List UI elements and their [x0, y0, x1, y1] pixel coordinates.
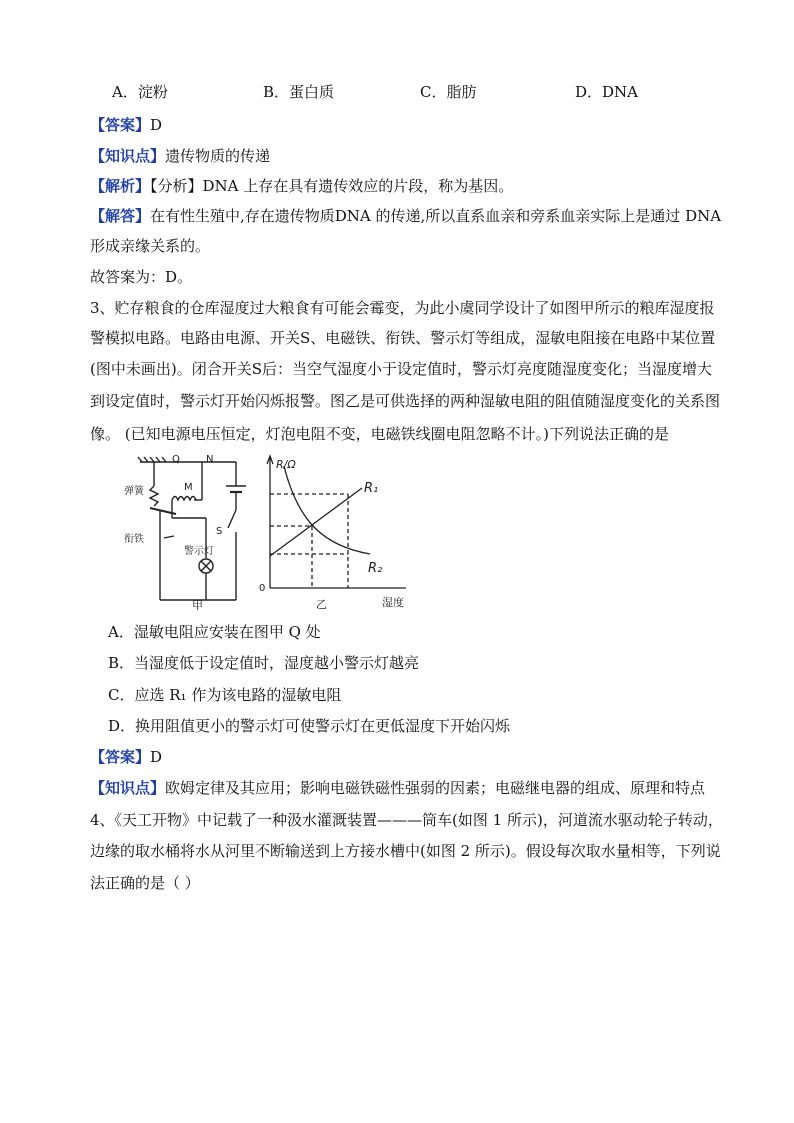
- q4-stem-line: 法正确的是（ ）: [90, 874, 200, 892]
- option-b: B．蛋白质: [263, 83, 335, 101]
- label-s: S: [216, 526, 223, 537]
- q2-analysis: [90, 176, 513, 196]
- q4-stem-line: 4、《天工开物》中记载了一种汲水灌溉装置———筒车(如图 1 所示)，河道流水驱动轮子转动，: [90, 811, 723, 829]
- r2-label: R₂: [368, 561, 383, 576]
- circuit-diagram: [120, 452, 250, 612]
- caption-b: 乙: [316, 598, 327, 611]
- knowledge-tag: 【知识点】: [90, 147, 166, 165]
- q3-option-a: A．湿敏电阻应安装在图甲 Q 处: [108, 623, 321, 641]
- x-axis-label: 湿度: [382, 596, 404, 609]
- label-m: M: [184, 482, 193, 493]
- option-c: C．脂肪: [420, 83, 477, 101]
- label-n: N: [206, 454, 214, 465]
- q3-stem-line: 3、贮存粮食的仓库湿度过大粮食有可能会霉变，为此小虞同学设计了如图甲所示的粮库湿度报: [90, 299, 715, 317]
- knowledge-text: 欧姆定律及其应用；影响电磁铁磁性强弱的因素；电磁继电器的组成、原理和特点: [165, 779, 706, 797]
- q3-stem-line: 到设定值时，警示灯开始闪烁报警。图乙是可供选择的两种湿敏电阻的阻值随湿度变化的关系图: [90, 392, 721, 410]
- option-a: A．淀粉: [112, 83, 168, 101]
- y-axis-label: R/Ω: [276, 458, 296, 471]
- label-q: Q: [172, 454, 180, 465]
- solution-text: 在有性生殖中,存在遗传物质DNA 的传递,所以直系血亲和旁系血亲实际上是通过 DNA: [150, 207, 722, 225]
- q3-option-d: D．换用阻值更小的警示灯可使警示灯在更低湿度下开始闪烁: [108, 717, 511, 735]
- r2-curve: [284, 466, 370, 554]
- q3-stem-line: 警模拟电路。电路由电源、开关S、电磁铁、衔铁、警示灯等组成，湿敏电阻接在电路中某位置: [90, 329, 716, 347]
- caption-a: 甲: [192, 599, 203, 612]
- resistance-humidity-graph: [258, 450, 418, 612]
- answer-value: D: [150, 748, 163, 766]
- q3-answer: [90, 747, 162, 767]
- option-d: D．DNA: [575, 83, 639, 101]
- switch-blade: [228, 510, 236, 528]
- q2-conclusion: 故答案为：D。: [90, 268, 193, 286]
- answer-value: D: [150, 116, 163, 134]
- knowledge-text: 遗传物质的传递: [165, 147, 271, 165]
- q2-knowledge: [90, 146, 270, 166]
- label-armature: 衔铁: [124, 534, 144, 545]
- coil: [172, 497, 196, 501]
- label-lamp: 警示灯: [184, 546, 214, 557]
- origin-label: 0: [259, 583, 266, 594]
- q3-stem-line: (图中未画出)。闭合开关S后：当空气湿度小于设定值时，警示灯亮度随湿度变化；当湿度增大: [90, 360, 712, 378]
- q3-option-c: C．应选 R₁ 作为该电路的湿敏电阻: [108, 686, 342, 704]
- q2-solution: [90, 206, 721, 226]
- q2-solution-cont: 形成亲缘关系的。: [90, 237, 211, 255]
- analysis-tag: 【解析】: [90, 177, 151, 195]
- r1-label: R₁: [364, 481, 379, 496]
- q3-stem-line: 像。 (已知电源电压恒定，灯泡电阻不变，电磁铁线圈电阻忽略不计。)下列说法正确的是: [90, 425, 669, 443]
- spring: [150, 486, 158, 506]
- knowledge-tag: 【知识点】: [90, 779, 166, 797]
- label-spring: 弹簧: [124, 486, 144, 497]
- q4-stem-line: 边缘的取水桶将水从河里不断输送到上方接水槽中(如图 2 所示)。假设每次取水量相等，下列说: [90, 842, 721, 860]
- q3-knowledge: [90, 778, 705, 798]
- q2-answer: [90, 115, 162, 135]
- solution-tag: 【解答】: [90, 207, 151, 225]
- answer-tag: 【答案】: [90, 748, 151, 766]
- analysis-text: 【分析】DNA 上存在具有遗传效应的片段，称为基因。: [150, 177, 514, 195]
- q3-option-b: B．当湿度低于设定值时，湿度越小警示灯越亮: [108, 654, 420, 672]
- answer-tag: 【答案】: [90, 116, 151, 134]
